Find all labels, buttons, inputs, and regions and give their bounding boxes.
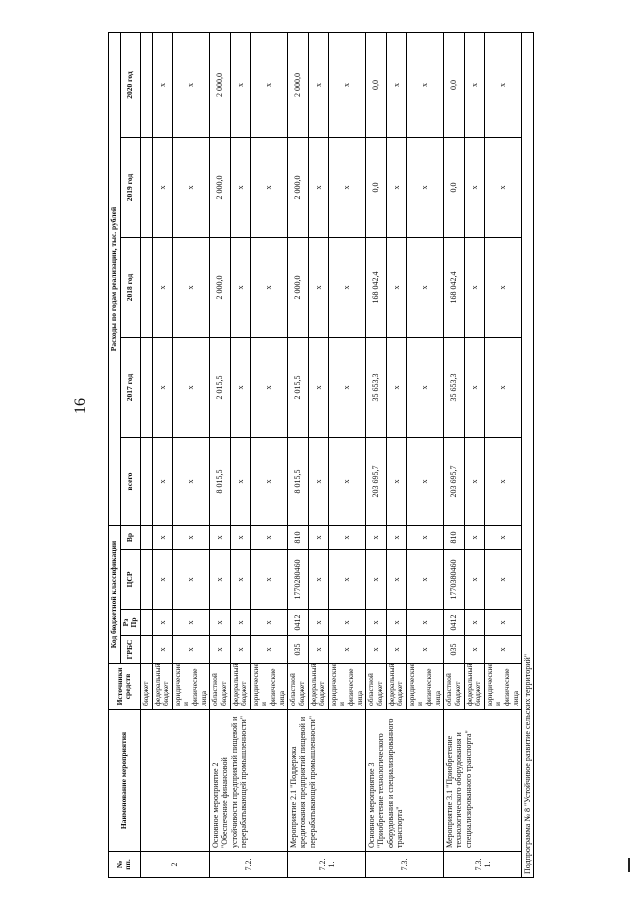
- cell-vr: x: [152, 526, 172, 550]
- cell-csr: x: [172, 550, 210, 610]
- cell-y2018: 168 042,4: [366, 238, 386, 338]
- cell-csr: x: [386, 550, 406, 610]
- cell-vr: 810: [288, 526, 308, 550]
- row-number: 7.3. 1.: [444, 852, 522, 878]
- event-name: Мероприятие 3.1 "Приобретение технологического оборудования и специализированного транспорта": [444, 710, 522, 852]
- subprogram-title: Подпрограмма № 8 "Устойчивое развитие сельских территорий": [522, 33, 534, 878]
- cell-y2017: x: [230, 338, 250, 438]
- cell-vr: x: [328, 526, 366, 550]
- cell-y2017: 35 653,3: [444, 338, 464, 438]
- cell-grbs: [140, 636, 152, 664]
- cell-grbs: x: [210, 636, 230, 664]
- rotated-table-container: [108, 33, 613, 878]
- header-budget-code: Код бюджетной классификации: [109, 526, 121, 664]
- cell-y2017: x: [328, 338, 366, 438]
- cell-y2019: x: [328, 138, 366, 238]
- cell-y2017: x: [152, 338, 172, 438]
- cell-vr: x: [172, 526, 210, 550]
- row-number: 7.2.: [210, 852, 288, 878]
- event-name: Основное мероприятие 3 "Приобретение технологического оборудования и специализированного транспорта": [366, 710, 444, 852]
- cell-vr: x: [210, 526, 230, 550]
- cell-total: x: [406, 438, 444, 526]
- cell-grbs: x: [308, 636, 328, 664]
- row-number: 2: [140, 852, 209, 878]
- cell-y2017: x: [250, 338, 288, 438]
- cell-grbs: x: [230, 636, 250, 664]
- cell-grbs: x: [152, 636, 172, 664]
- cell-total: x: [152, 438, 172, 526]
- cell-y2019: x: [386, 138, 406, 238]
- cell-y2020: [140, 33, 152, 138]
- cell-y2020: x: [230, 33, 250, 138]
- funding-source: юридические и физические лица: [484, 664, 522, 710]
- table-row: [140, 33, 152, 878]
- funding-source: бюджет: [140, 664, 152, 710]
- cell-vr: 810: [444, 526, 464, 550]
- cell-y2020: x: [308, 33, 328, 138]
- cell-rzpr: x: [386, 610, 406, 636]
- cell-grbs: x: [328, 636, 366, 664]
- table-row: [288, 33, 308, 878]
- cell-total: x: [230, 438, 250, 526]
- cell-grbs: x: [386, 636, 406, 664]
- cell-y2017: 2 015,5: [210, 338, 230, 438]
- cell-rzpr: x: [464, 610, 484, 636]
- cell-total: x: [484, 438, 522, 526]
- footer-row: [522, 33, 534, 878]
- cell-total: x: [172, 438, 210, 526]
- cell-y2018: [140, 238, 152, 338]
- header-total: всего: [120, 438, 140, 526]
- cell-y2019: x: [230, 138, 250, 238]
- cell-csr: x: [328, 550, 366, 610]
- table-row: [366, 33, 386, 878]
- cell-total: [140, 438, 152, 526]
- cell-csr: x: [406, 550, 444, 610]
- cell-y2017: x: [406, 338, 444, 438]
- funding-source: областной бюджет: [210, 664, 230, 710]
- cell-y2018: 2 000,0: [288, 238, 308, 338]
- cell-y2017: 35 653,3: [366, 338, 386, 438]
- cell-total: x: [464, 438, 484, 526]
- cell-grbs: x: [406, 636, 444, 664]
- cell-y2019: x: [406, 138, 444, 238]
- cell-y2020: 0,0: [444, 33, 464, 138]
- cell-y2019: x: [308, 138, 328, 238]
- cell-y2018: x: [328, 238, 366, 338]
- cell-csr: 1770280460: [288, 550, 308, 610]
- cell-y2019: x: [250, 138, 288, 238]
- cell-y2018: x: [406, 238, 444, 338]
- cell-y2020: x: [464, 33, 484, 138]
- header-expenses: Расходы по годам реализации, тыс. рублей: [109, 33, 121, 526]
- cell-csr: x: [484, 550, 522, 610]
- cell-csr: x: [152, 550, 172, 610]
- header-2020: 2020 год: [120, 33, 140, 138]
- cell-grbs: 035: [288, 636, 308, 664]
- cell-csr: [140, 550, 152, 610]
- cell-y2018: x: [308, 238, 328, 338]
- cell-total: 203 695,7: [366, 438, 386, 526]
- cell-csr: x: [250, 550, 288, 610]
- row-number: 7.3.: [366, 852, 444, 878]
- cell-vr: x: [250, 526, 288, 550]
- event-name: Мероприятие 2.1 "Поддержка кредитования предприятий пищевой и перерабатывающей промышленности": [288, 710, 366, 852]
- header-2019: 2019 год: [120, 138, 140, 238]
- header-2017: 2017 год: [120, 338, 140, 438]
- cell-total: 8 015,5: [288, 438, 308, 526]
- cell-grbs: x: [172, 636, 210, 664]
- cell-vr: x: [484, 526, 522, 550]
- funding-source: областной бюджет: [366, 664, 386, 710]
- cell-y2019: x: [484, 138, 522, 238]
- cell-y2019: x: [464, 138, 484, 238]
- corner-mark: [628, 858, 630, 872]
- cell-y2018: 2 000,0: [210, 238, 230, 338]
- cell-csr: x: [464, 550, 484, 610]
- cell-y2017: [140, 338, 152, 438]
- budget-table: [108, 32, 534, 878]
- funding-source: федеральный бюджет: [386, 664, 406, 710]
- cell-rzpr: 0412: [444, 610, 464, 636]
- funding-source: федеральный бюджет: [464, 664, 484, 710]
- cell-y2019: 0,0: [444, 138, 464, 238]
- funding-source: федеральный бюджет: [230, 664, 250, 710]
- cell-rzpr: x: [366, 610, 386, 636]
- cell-grbs: x: [464, 636, 484, 664]
- cell-y2017: 2 015,5: [288, 338, 308, 438]
- cell-rzpr: x: [172, 610, 210, 636]
- event-name: Основное мероприятие 2 "Обеспечение финансовой устойчивости предприятий пищевой и перерабатывающей промышленности": [210, 710, 288, 852]
- page-number: 16: [72, 398, 89, 414]
- table-row: [210, 33, 230, 878]
- funding-source: областной бюджет: [288, 664, 308, 710]
- funding-source: федеральный бюджет: [308, 664, 328, 710]
- cell-rzpr: x: [230, 610, 250, 636]
- cell-grbs: x: [366, 636, 386, 664]
- cell-vr: [140, 526, 152, 550]
- cell-total: x: [328, 438, 366, 526]
- cell-y2018: x: [152, 238, 172, 338]
- cell-y2020: 2 000,0: [288, 33, 308, 138]
- cell-vr: x: [386, 526, 406, 550]
- cell-y2020: x: [328, 33, 366, 138]
- cell-y2017: x: [172, 338, 210, 438]
- cell-vr: x: [230, 526, 250, 550]
- cell-csr: x: [210, 550, 230, 610]
- cell-y2020: x: [484, 33, 522, 138]
- header-rzpr: Рз Пр: [120, 610, 140, 636]
- cell-vr: x: [406, 526, 444, 550]
- cell-y2020: x: [386, 33, 406, 138]
- cell-y2018: x: [484, 238, 522, 338]
- cell-y2019: 0,0: [366, 138, 386, 238]
- cell-y2017: x: [386, 338, 406, 438]
- cell-rzpr: [140, 610, 152, 636]
- cell-total: x: [386, 438, 406, 526]
- cell-y2018: x: [464, 238, 484, 338]
- cell-y2017: x: [464, 338, 484, 438]
- cell-grbs: 035: [444, 636, 464, 664]
- funding-source: юридические и физические лица: [172, 664, 210, 710]
- row-number: 7.2. 1.: [288, 852, 366, 878]
- event-name: [140, 710, 209, 852]
- header-no: № пп.: [109, 852, 141, 878]
- cell-total: x: [308, 438, 328, 526]
- cell-total: 203 695,7: [444, 438, 464, 526]
- cell-csr: 1770380460: [444, 550, 464, 610]
- cell-vr: x: [308, 526, 328, 550]
- cell-rzpr: x: [406, 610, 444, 636]
- cell-rzpr: x: [250, 610, 288, 636]
- funding-source: федеральный бюджет: [152, 664, 172, 710]
- cell-y2018: x: [250, 238, 288, 338]
- header-event: Наименование мероприятия: [109, 710, 141, 852]
- funding-source: юридические и физические лица: [406, 664, 444, 710]
- cell-y2019: 2 000,0: [288, 138, 308, 238]
- cell-y2020: x: [250, 33, 288, 138]
- table-body: [140, 33, 521, 878]
- header-vr: Вр: [120, 526, 140, 550]
- funding-source: юридические и физические лица: [250, 664, 288, 710]
- cell-rzpr: x: [484, 610, 522, 636]
- funding-source: областной бюджет: [444, 664, 464, 710]
- cell-rzpr: x: [308, 610, 328, 636]
- cell-y2018: x: [386, 238, 406, 338]
- cell-csr: x: [308, 550, 328, 610]
- cell-y2020: 0,0: [366, 33, 386, 138]
- cell-rzpr: x: [152, 610, 172, 636]
- funding-source: юридические и физические лица: [328, 664, 366, 710]
- cell-vr: x: [464, 526, 484, 550]
- cell-y2020: x: [152, 33, 172, 138]
- cell-y2019: [140, 138, 152, 238]
- cell-total: 8 015,5: [210, 438, 230, 526]
- cell-y2017: x: [484, 338, 522, 438]
- table-row: [444, 33, 464, 878]
- cell-y2017: x: [308, 338, 328, 438]
- cell-grbs: x: [484, 636, 522, 664]
- cell-y2019: 2 000,0: [210, 138, 230, 238]
- cell-rzpr: x: [328, 610, 366, 636]
- cell-rzpr: x: [210, 610, 230, 636]
- cell-y2018: x: [230, 238, 250, 338]
- table-header-row-1: [109, 33, 121, 878]
- cell-y2018: x: [172, 238, 210, 338]
- header-grbs: ГРБС: [120, 636, 140, 664]
- cell-y2020: x: [172, 33, 210, 138]
- cell-csr: x: [230, 550, 250, 610]
- cell-total: x: [250, 438, 288, 526]
- cell-y2020: x: [406, 33, 444, 138]
- cell-grbs: x: [250, 636, 288, 664]
- header-csr: ЦСР: [120, 550, 140, 610]
- header-2018: 2018 год: [120, 238, 140, 338]
- cell-rzpr: 0412: [288, 610, 308, 636]
- cell-csr: x: [366, 550, 386, 610]
- cell-y2019: x: [152, 138, 172, 238]
- cell-vr: x: [366, 526, 386, 550]
- cell-y2019: x: [172, 138, 210, 238]
- header-source: Источники средств: [109, 664, 141, 710]
- cell-y2018: 168 042,4: [444, 238, 464, 338]
- cell-y2020: 2 000,0: [210, 33, 230, 138]
